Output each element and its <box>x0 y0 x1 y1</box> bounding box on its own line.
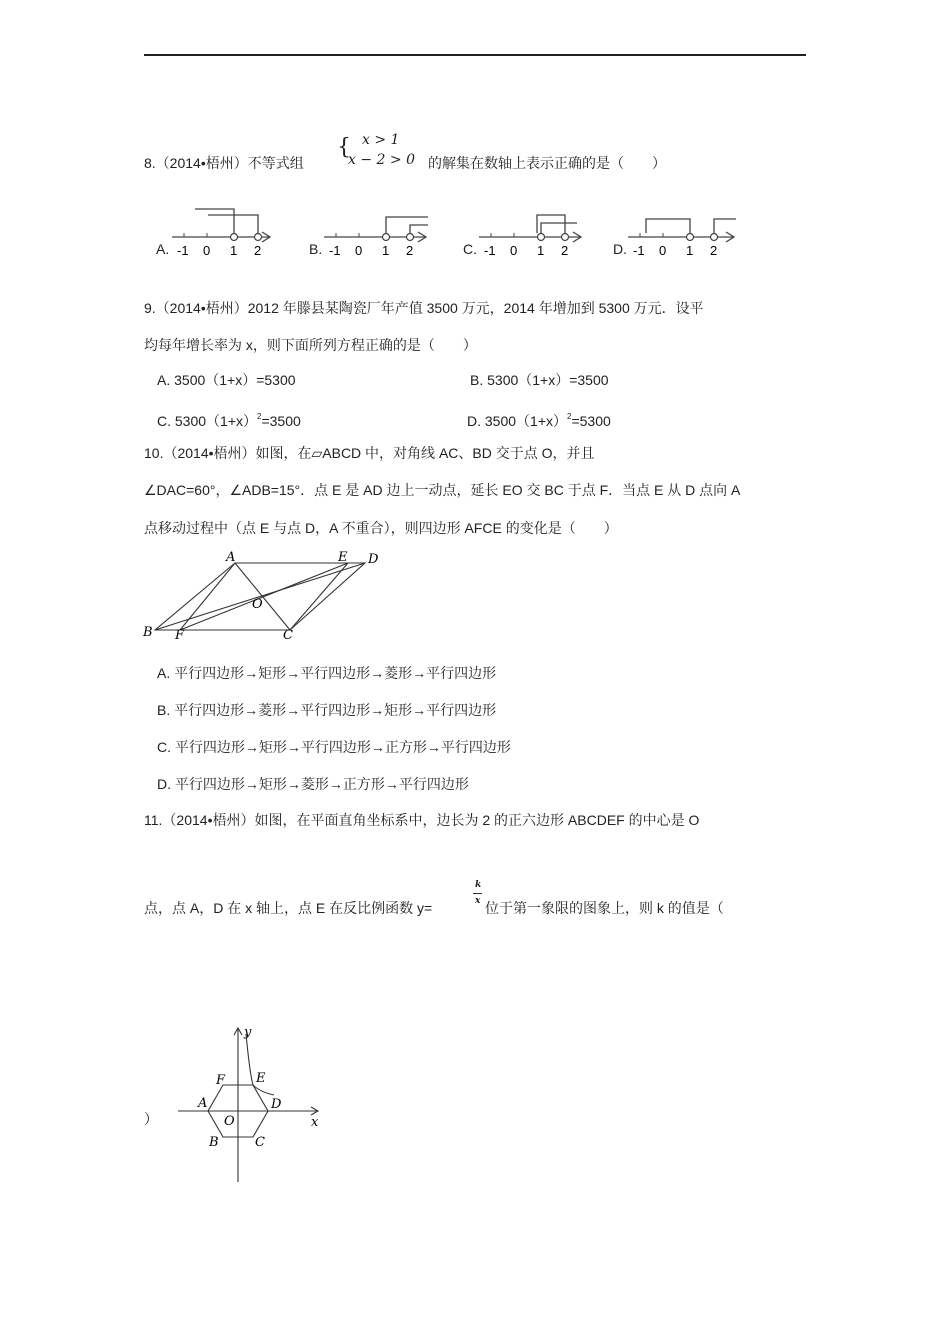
q9-line1: 9.（2014•梧州）2012 年滕县某陶瓷厂年产值 3500 万元，2014 年增加到 5300 万元．设平 <box>144 300 704 316</box>
q8c-tick-2: 2 <box>561 243 569 258</box>
q9-opt-c-pre: C. 5300（1+x） <box>157 413 257 429</box>
q8-numberline-c[interactable] <box>477 205 589 260</box>
q8a-tick-1: 1 <box>230 243 238 258</box>
q8a-tick-0: 0 <box>203 243 211 258</box>
q9-opt-a[interactable]: A. 3500（1+x）=5300 <box>157 372 296 388</box>
q10-label-a: A <box>226 550 236 565</box>
q8-sys-line2: x − 2 > 0 <box>348 152 415 168</box>
q8-brace: { <box>337 135 351 160</box>
q10-label-b: B <box>143 625 153 640</box>
q10-opt-c[interactable]: C. 平行四边形→矩形→平行四边形→正方形→平行四边形 <box>157 739 511 755</box>
q9-opt-c-exp: 2 <box>257 412 262 421</box>
q10-label-c: C <box>283 628 293 643</box>
q11-label-d: D <box>271 1097 282 1112</box>
q10-label-e: E <box>338 550 348 565</box>
q11-line2-pre: 点，点 A，D 在 x 轴上，点 E 在反比例函数 y= <box>144 900 433 916</box>
q9-opt-d-pre: D. 3500（1+x） <box>467 413 567 429</box>
q10-parallelogram-figure <box>140 545 390 645</box>
q9-opt-c-post: =3500 <box>261 413 301 429</box>
q8b-tick-2: 2 <box>406 243 414 258</box>
q11-line2-post: 位于第一象限的图象上，则 k 的值是（ <box>485 900 724 916</box>
q11-close-paren: ） <box>144 1111 158 1127</box>
q8b-tick-neg1: -1 <box>329 243 341 258</box>
q11-frac-den: x <box>475 896 481 906</box>
q9-opt-d-exp: 2 <box>567 412 572 421</box>
q10-opt-a[interactable]: A. 平行四边形→矩形→平行四边形→菱形→平行四边形 <box>157 665 497 681</box>
q8-numberline-d[interactable] <box>626 205 742 260</box>
q8c-tick-neg1: -1 <box>484 243 496 258</box>
q11-hexagon-figure <box>170 1020 330 1190</box>
q9-opt-d[interactable] <box>467 408 611 430</box>
q11-label-x: x <box>311 1115 319 1130</box>
q11-frac-num: k <box>475 880 482 890</box>
q8-sys-line1: x > 1 <box>362 132 400 148</box>
q8-numberline-b[interactable] <box>322 205 434 260</box>
q10-label-d: D <box>368 552 379 567</box>
q8-opt-c-label: C. <box>463 241 477 257</box>
q10-opt-b[interactable]: B. 平行四边形→菱形→平行四边形→矩形→平行四边形 <box>157 702 497 718</box>
q11-label-e: E <box>256 1071 266 1086</box>
q8d-tick-1: 1 <box>686 243 694 258</box>
q10-line3: 点移动过程中（点 E 与点 D，A 不重合），则四边形 AFCE 的变化是（ ） <box>144 520 618 536</box>
q10-opt-d[interactable]: D. 平行四边形→矩形→菱形→正方形→平行四边形 <box>157 776 469 792</box>
q8a-tick-2: 2 <box>254 243 262 258</box>
q9-line2: 均每年增长率为 x，则下面所列方程正确的是（ ） <box>144 337 477 353</box>
q8-opt-d-label: D. <box>613 241 627 257</box>
q11-label-a: A <box>198 1096 208 1111</box>
q9-opt-d-post: =5300 <box>571 413 611 429</box>
q10-line1: 10.（2014•梧州）如图，在▱ABCD 中，对角线 AC、BD 交于点 O，并且 <box>144 445 595 461</box>
q8a-tick-neg1: -1 <box>177 243 189 258</box>
q8b-tick-0: 0 <box>355 243 363 258</box>
q11-label-c: C <box>255 1135 265 1150</box>
q8-opt-b-label: B. <box>309 241 323 257</box>
q11-frac-bar <box>473 893 482 894</box>
q8b-tick-1: 1 <box>382 243 390 258</box>
q10-line2: ∠DAC=60°，∠ADB=15°．点 E 是 AD 边上一动点，延长 EO 交 BC 于点 F．当点 E 从 D 点向 A <box>144 482 741 498</box>
q8-suffix: 的解集在数轴上表示正确的是（ ） <box>428 155 666 171</box>
q8d-tick-0: 0 <box>659 243 667 258</box>
q9-opt-c[interactable] <box>157 408 301 430</box>
q10-label-f: F <box>175 628 185 643</box>
q11-label-b: B <box>209 1135 219 1150</box>
q8-numberline-a[interactable] <box>170 205 280 260</box>
q11-label-o: O <box>224 1114 235 1129</box>
q8c-tick-0: 0 <box>510 243 518 258</box>
header-rule <box>144 54 806 56</box>
q8-prefix: 8.（2014•梧州）不等式组 <box>144 155 304 171</box>
q10-label-o: O <box>252 597 263 612</box>
q8d-tick-2: 2 <box>710 243 718 258</box>
q8c-tick-1: 1 <box>537 243 545 258</box>
q11-label-f: F <box>216 1073 226 1088</box>
q9-opt-b[interactable]: B. 5300（1+x）=3500 <box>470 372 609 388</box>
q11-label-y: y <box>244 1025 252 1040</box>
q11-line1: 11.（2014•梧州）如图，在平面直角坐标系中，边长为 2 的正六边形 ABCDEF 的中心是 O <box>144 812 700 828</box>
q8-opt-a-label: A. <box>156 241 170 257</box>
q8d-tick-neg1: -1 <box>633 243 645 258</box>
